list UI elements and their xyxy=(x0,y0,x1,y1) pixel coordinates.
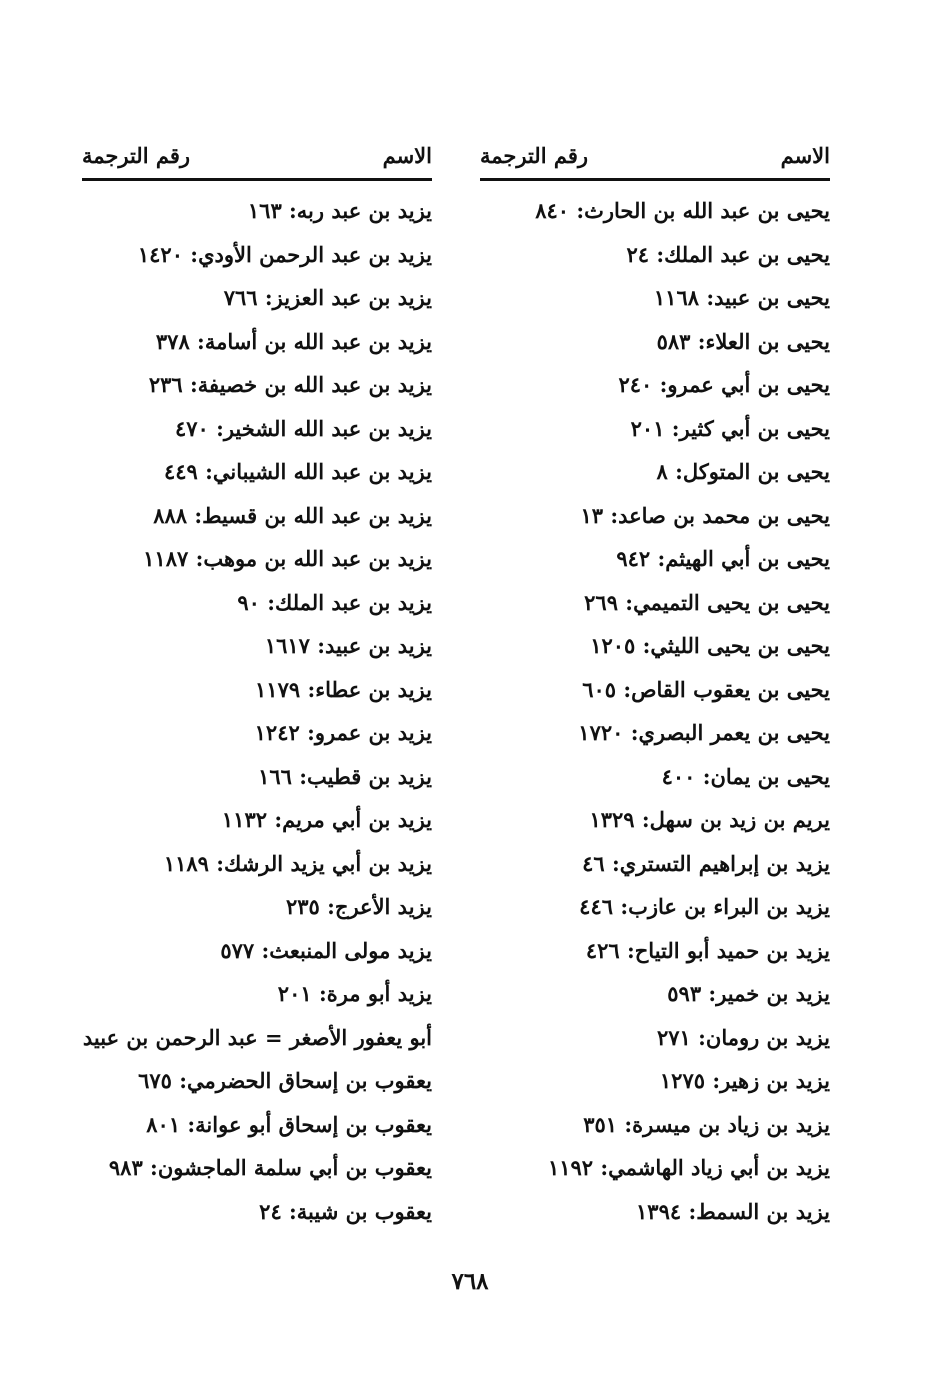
index-entry: يزيد بن عبد الله الشخير: ٤٧٠ xyxy=(174,415,432,441)
column-header xyxy=(82,128,432,168)
translation-number-heading: رقم الترجمة xyxy=(480,143,589,168)
translation-number-heading: رقم الترجمة xyxy=(82,143,191,168)
header-rule xyxy=(480,178,830,181)
index-entry: يزيد بن عمرو: ١٢٤٢ xyxy=(254,720,432,745)
index-entry: يحيى بن محمد بن صاعد: ١٣ xyxy=(580,502,830,528)
index-entry: يزيد بن حميد أبو التياح: ٤٢٦ xyxy=(585,937,830,963)
index-entry: يحيى بن المتوكل: ٨ xyxy=(656,459,830,484)
index-entry: يزيد الأعرج: ٢٣٥ xyxy=(285,894,432,919)
index-entry: يزيد بن أبي زياد الهاشمي: ١١٩٢ xyxy=(547,1155,830,1180)
index-entry: يزيد مولى المنبعث: ٥٧٧ xyxy=(220,937,432,963)
index-entry: يزيد بن قطيب: ١٦٦ xyxy=(258,763,432,789)
column-header xyxy=(480,128,830,168)
index-entry: يحيى بن العلاء: ٥٨٣ xyxy=(656,328,830,354)
index-entry: يعقوب بن شيبة: ٢٤ xyxy=(259,1198,432,1224)
index-entry: يزيد بن إبراهيم التستري: ٤٦ xyxy=(582,850,830,876)
index-entry: يحيى بن عبيد: ١١٦٨ xyxy=(653,285,830,310)
index-entry: يزيد بن عبد الله بن موهب: ١١٨٧ xyxy=(143,546,432,571)
index-entry: يحيى بن يحيى التميمي: ٢٦٩ xyxy=(584,589,830,615)
index-entry: يزيد بن عبد الملك: ٩٠ xyxy=(237,589,432,615)
index-entry: يحيى بن يمان: ٤٠٠ xyxy=(661,763,830,789)
index-entry: يزيد بن عبد العزيز: ٧٦٦ xyxy=(223,285,432,310)
index-entry: يزيد بن السمط: ١٣٩٤ xyxy=(636,1198,830,1224)
index-column-left xyxy=(82,128,432,1233)
name-heading: الاسم xyxy=(382,143,432,168)
index-entry: يزيد بن زهير: ١٢٧٥ xyxy=(659,1068,830,1093)
index-entry: يحيى بن يعمر البصري: ١٧٢٠ xyxy=(578,720,830,745)
index-entry: يزيد بن عطاء: ١١٧٩ xyxy=(255,676,432,702)
index-entry: يعقوب بن إسحاق الحضرمي: ٦٧٥ xyxy=(138,1068,432,1093)
index-entry: يريم بن زيد بن سهل: ١٣٢٩ xyxy=(589,807,830,832)
index-entry: يزيد بن خمير: ٥٩٣ xyxy=(667,981,830,1006)
page-number: ٧٦٨ xyxy=(451,1268,489,1295)
index-entry: يحيى بن عبد الله بن الحارث: ٨٤٠ xyxy=(535,198,830,223)
index-entry: يحيى بن يعقوب القاص: ٦٠٥ xyxy=(582,676,830,702)
header-rule xyxy=(82,178,432,181)
index-entry: يزيد بن عبد الله الشيباني: ٤٤٩ xyxy=(163,459,432,484)
index-entry: يزيد بن عبد الله بن أسامة: ٣٧٨ xyxy=(155,328,432,354)
index-entry: يحيى بن يحيى الليثي: ١٢٠٥ xyxy=(590,633,830,658)
index-entry: يحيى بن أبي عمرو: ٢٤٠ xyxy=(618,372,830,397)
index-entry: يعقوب بن أبي سلمة الماجشون: ٩٨٣ xyxy=(108,1155,432,1180)
index-entry: يزيد أبو مرة: ٢٠١ xyxy=(277,981,432,1006)
index-entry: يزيد بن عبد الله بن خصيفة: ٢٣٦ xyxy=(148,372,432,397)
index-entry: يزيد بن عبد الله بن قسيط: ٨٨٨ xyxy=(153,502,432,528)
index-column-right xyxy=(480,128,830,1233)
index-entry: يحيى بن أبي الهيثم: ٩٤٢ xyxy=(616,546,830,571)
entry-list xyxy=(480,189,830,1233)
index-entry: يزيد بن عبيد: ١٦١٧ xyxy=(264,633,432,658)
index-entry: أبو يعفور الأصغر = عبد الرحمن بن عبيد xyxy=(82,1024,432,1050)
index-entry: يعقوب بن إسحاق أبو عوانة: ٨٠١ xyxy=(146,1111,432,1137)
index-entry: يحيى بن أبي كثير: ٢٠١ xyxy=(630,415,830,441)
index-entry: يزيد بن رومان: ٢٧١ xyxy=(656,1024,830,1050)
index-entry: يزيد بن أبي مريم: ١١٣٢ xyxy=(221,807,432,832)
entry-list xyxy=(82,189,432,1233)
index-entry: يزيد بن أبي يزيد الرشك: ١١٨٩ xyxy=(163,850,432,876)
index-entry: يزيد بن البراء بن عازب: ٤٤٦ xyxy=(579,894,830,919)
index-entry: يزيد بن عبد الرحمن الأودي: ١٤٢٠ xyxy=(137,241,432,267)
index-entry: يزيد بن زياد بن ميسرة: ٣٥١ xyxy=(583,1111,830,1137)
index-entry: يحيى بن عبد الملك: ٢٤ xyxy=(626,241,830,267)
name-heading: الاسم xyxy=(780,143,830,168)
index-entry: يزيد بن عبد ربه: ١٦٣ xyxy=(247,198,432,223)
